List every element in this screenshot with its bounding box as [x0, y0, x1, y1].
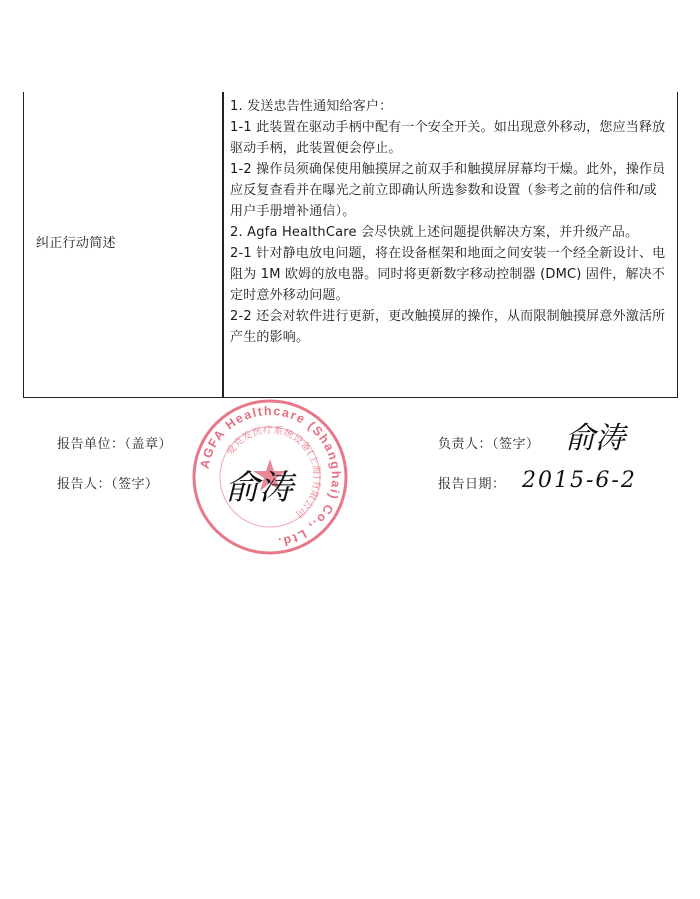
report-date-value: 2015-6-2 [522, 468, 637, 493]
svg-text:AGFA Healthcare (Shanghai) Co.: AGFA Healthcare (Shanghai) Co., Ltd. [197, 403, 344, 550]
responsible-signature: 俞涛 [565, 421, 625, 456]
reporting-unit-label: 报告单位：（盖章） [57, 437, 173, 452]
content-line: 1-1 此装置在驱动手柄中配有一个安全开关。如出现意外移动，您应当释放驱动手柄，此装置便会停止。 [230, 120, 666, 156]
reporter-signature: 俞涛 [225, 468, 293, 508]
responsible-person-label: 负责人：（签字） [438, 437, 540, 452]
row-label: 纠正行动简述 [36, 236, 116, 251]
content-line: 1. 发送忠告性通知给客户： [230, 99, 393, 114]
report-date-label: 报告日期： [438, 477, 506, 492]
svg-text:爱克发医疗系统设备(上海)有限公司: 爱克发医疗系统设备(上海)有限公司 [224, 424, 323, 520]
corrective-action-content [230, 96, 668, 348]
content-line: 2-1 针对静电放电问题，将在设备框架和地面之间安装一个经全新设计、电阻为 1M 欧姆的放电器。同时将更新数字移动控制器 (DMC) 固件，解决不定时意外移动问题。 [230, 246, 666, 303]
content-line: 2. Agfa HealthCare 会尽快就上述问题提供解决方案，并升级产品。 [230, 225, 639, 240]
content-line: 2-2 还会对软件进行更新，更改触摸屏的操作，从而限制触摸屏意外激活所产生的影响。 [230, 309, 666, 345]
reporter-label: 报告人：（签字） [57, 477, 159, 492]
corrective-action-table [23, 92, 678, 398]
column-divider [222, 92, 224, 397]
content-line: 1-2 操作员须确保使用触摸屏之前双手和触摸屏屏幕均干燥。此外，操作员应反复查看并在曝光之前立即确认所选参数和设置（参考之前的信件和/或用户手册增补通信）。 [230, 162, 666, 219]
